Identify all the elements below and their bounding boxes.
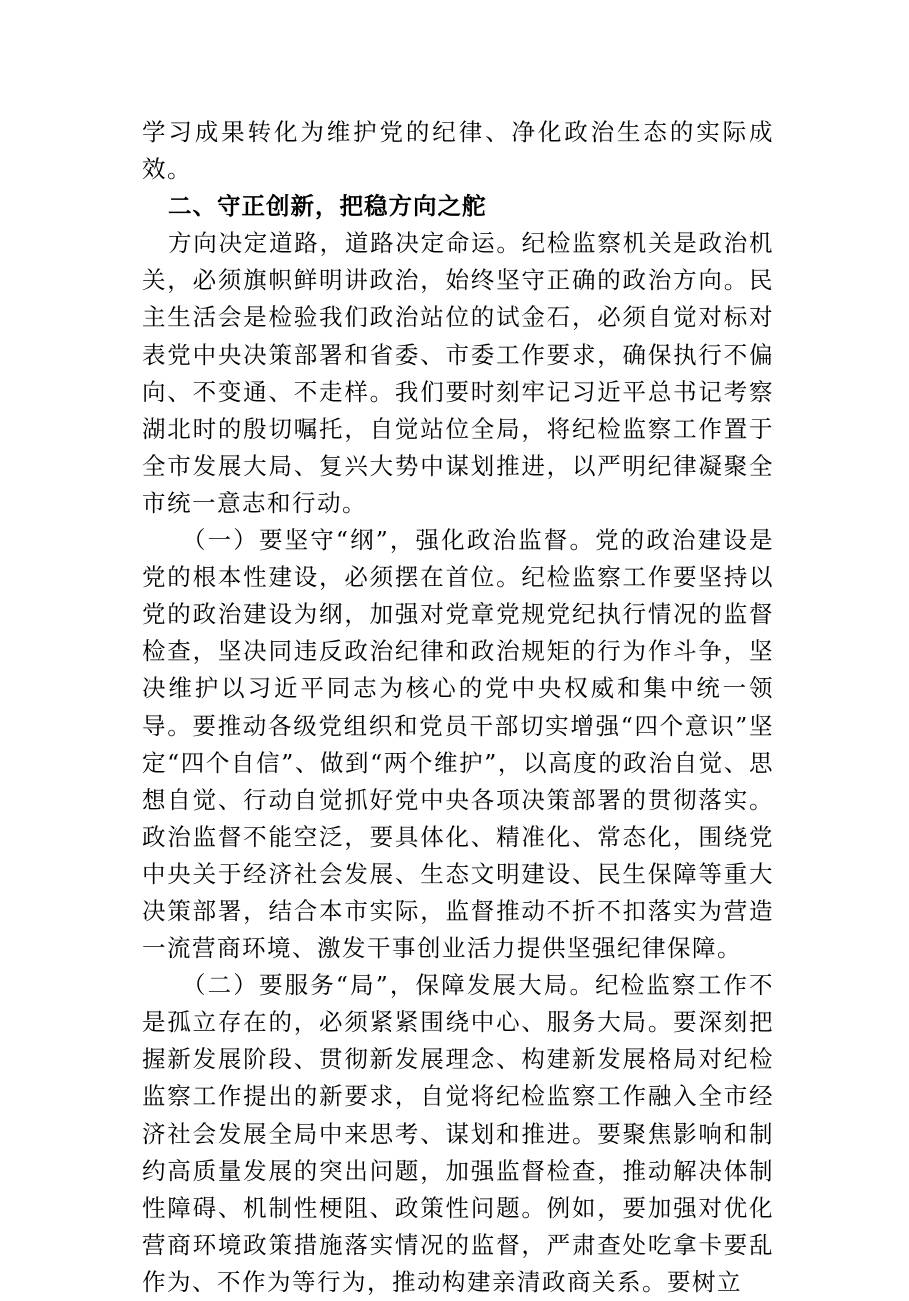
continuation-paragraph: 学习成果转化为维护党的纪律、净化政治生态的实际成效。 <box>142 118 774 184</box>
document-page <box>142 114 774 1301</box>
intro-paragraph: 方向决定道路，道路决定命运。纪检监察机关是政治机关，必须旗帜鲜明讲政治，始终坚守正确的政治方向。民主生活会是检验我们政治站位的试金石，必须自觉对标对表党中央决策部署和省委、市委工作要求，确保执行不偏向、不变通、不走样。我们要时刻牢记习近平总书记考察湖北时的殷切嘱托，自觉站位全局，将纪检监察工作置于全市发展大局、复兴大势中谋划推进，以严明纪律凝聚全市统一意志和行动。 <box>142 229 774 517</box>
section-heading: 二、守正创新，把稳方向之舵 <box>168 192 487 221</box>
subsection-1-paragraph: （一）要坚守“纲”，强化政治监督。党的政治建设是党的根本性建设，必须摆在首位。纪检监察工作要坚持以党的政治建设为纲，加强对党章党规党纪执行情况的监督检查，坚决同违反政治纪律和政治规矩的行为作斗争，坚决维护以习近平同志为核心的党中央权威和集中统一领导。要推动各级党组织和党员干部切实增强“四个意识”坚定“四个自信”、做到“两个维护”，以高度的政治自觉、思想自觉、行动自觉抓好党中央各项决策部署的贯彻落实。政治监督不能空泛，要具体化、精准化、常态化，围绕党中央关于经济社会发展、生态文明建设、民生保障等重大决策部署，结合本市实际，监督推动不折不扣落实为营造一流营商环境、激发干事创业活力提供坚强纪律保障。 <box>142 526 774 963</box>
subsection-2-paragraph: （二）要服务“局”，保障发展大局。纪检监察工作不是孤立存在的，必须紧紧围绕中心、服务大局。要深刻把握新发展阶段、贯彻新发展理念、构建新发展格局对纪检监察工作提出的新要求，自觉将纪检监察工作融入全市经济社会发展全局中来思考、谋划和推进。要聚焦影响和制约高质量发展的突出问题，加强监督检查，推动解决体制性障碍、机制性梗阻、政策性问题。例如，要加强对优化营商环境政策措施落实情况的监督，严肃查处吃拿卡要乱作为、不作为等行为，推动构建亲清政商关系。要树立 <box>142 971 774 1296</box>
